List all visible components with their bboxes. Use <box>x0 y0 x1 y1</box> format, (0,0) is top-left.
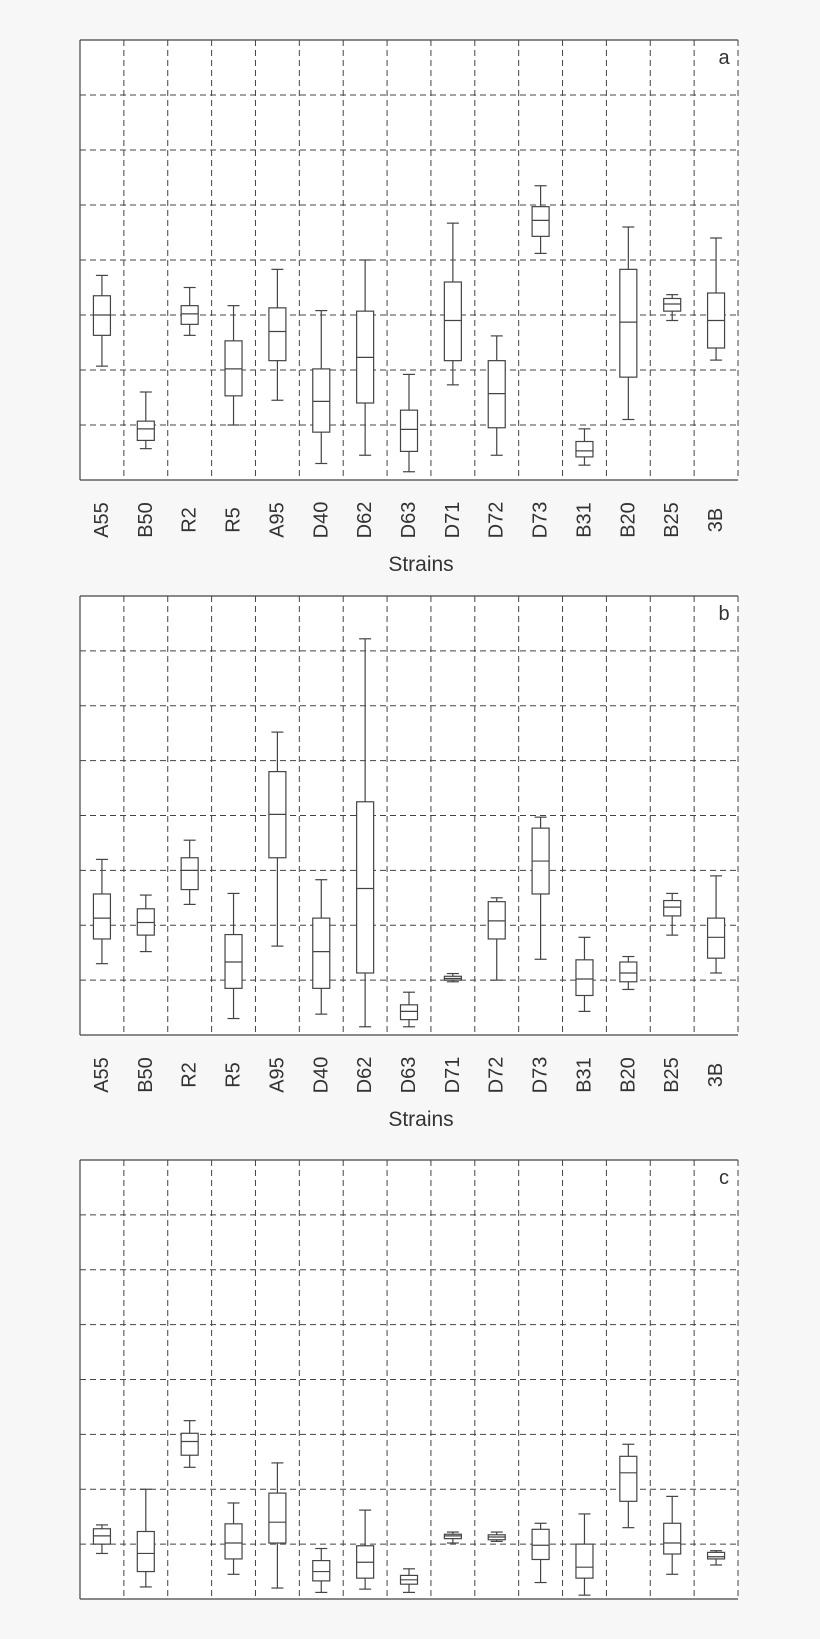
box-iqr <box>269 308 286 361</box>
x-tick-label: B20 <box>617 1057 640 1093</box>
box-iqr <box>181 858 198 890</box>
box-iqr <box>181 1433 198 1455</box>
box-iqr <box>708 1552 725 1559</box>
x-tick-label: R5 <box>222 507 245 533</box>
box-iqr <box>444 282 461 361</box>
box-iqr <box>576 442 593 457</box>
box-iqr <box>181 306 198 325</box>
box-iqr <box>313 918 330 988</box>
x-axis-title: Strains <box>388 1108 454 1131</box>
x-tick-label: 3B <box>705 507 728 533</box>
x-tick-label: D72 <box>485 501 508 539</box>
x-tick-label: B25 <box>661 502 684 538</box>
x-tick-label: D62 <box>354 1056 377 1094</box>
x-tick-label: D62 <box>354 501 377 539</box>
box-iqr <box>664 901 681 916</box>
x-tick-label: B25 <box>661 1057 684 1093</box>
x-tick-label: D72 <box>485 1056 508 1094</box>
x-tick-label: 3B <box>705 1062 728 1088</box>
box-iqr <box>664 1523 681 1554</box>
box-iqr <box>357 802 374 973</box>
x-tick-label: R5 <box>222 1062 245 1088</box>
x-tick-label: D71 <box>441 1056 464 1094</box>
box-iqr <box>620 269 637 377</box>
box-iqr <box>137 1532 154 1572</box>
box-iqr <box>401 1005 418 1020</box>
box-iqr <box>313 1561 330 1581</box>
panel-label: a <box>718 47 730 69</box>
x-tick-label: D71 <box>441 501 464 539</box>
x-tick-label: D40 <box>310 1056 333 1094</box>
x-tick-label: B50 <box>134 1057 157 1093</box>
x-tick-label: B31 <box>573 1057 596 1093</box>
box-iqr <box>576 1544 593 1578</box>
x-tick-label: B20 <box>617 502 640 538</box>
panel-c <box>80 1160 738 1599</box>
x-tick-label: R2 <box>178 1062 201 1088</box>
x-axis-title: Strains <box>388 553 454 576</box>
x-tick-label: D73 <box>529 1056 552 1094</box>
box-iqr <box>708 918 725 958</box>
x-tick-label: A95 <box>266 1057 289 1093</box>
panel-b <box>80 596 738 1131</box>
panel-a <box>80 40 738 576</box>
plot-area <box>80 1160 738 1599</box>
x-tick-label: D73 <box>529 501 552 539</box>
box-iqr <box>401 410 418 451</box>
box-iqr <box>225 1524 242 1559</box>
x-tick-label: R2 <box>178 507 201 533</box>
box-iqr <box>532 207 549 237</box>
panel-label: b <box>718 603 730 625</box>
box-iqr <box>313 369 330 432</box>
x-tick-label: D40 <box>310 501 333 539</box>
box-iqr <box>137 421 154 440</box>
x-tick-label: D63 <box>398 1056 420 1094</box>
plot-area <box>80 596 738 1035</box>
panel-label: c <box>719 1167 729 1189</box>
x-tick-label: B50 <box>134 502 157 538</box>
x-tick-label: A55 <box>90 1057 113 1093</box>
x-tick-label: B31 <box>573 502 596 538</box>
box-iqr <box>576 960 593 996</box>
box-iqr <box>93 894 110 939</box>
box-iqr <box>620 962 637 982</box>
x-tick-label: D63 <box>398 501 420 539</box>
box-iqr <box>269 1493 286 1543</box>
box-iqr <box>532 1529 549 1559</box>
box-iqr <box>664 299 681 312</box>
x-tick-label: A55 <box>90 502 113 538</box>
box-iqr <box>620 1456 637 1501</box>
x-tick-label: A95 <box>266 502 289 538</box>
